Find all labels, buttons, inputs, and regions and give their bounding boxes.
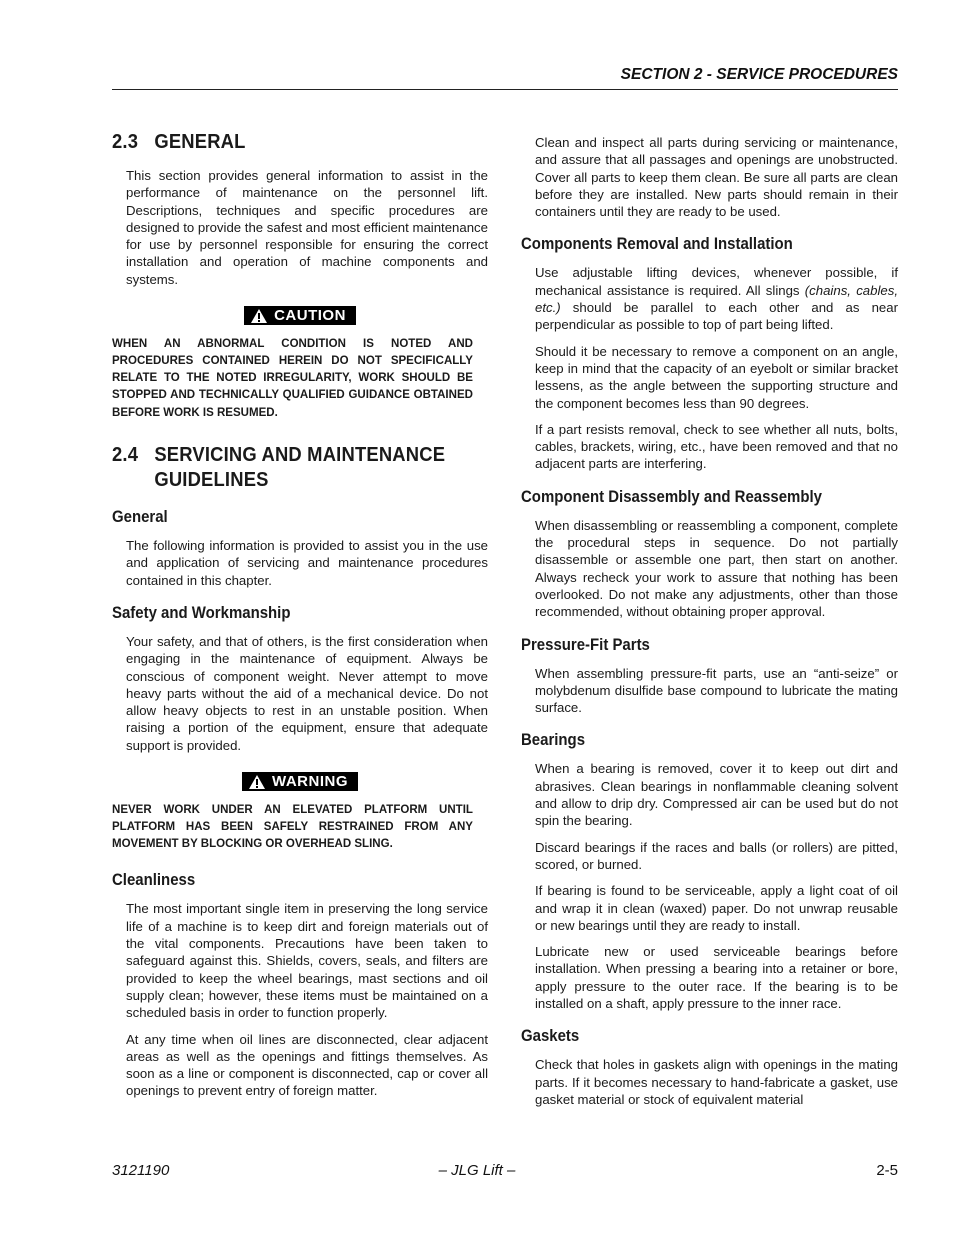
caution-label: CAUTION xyxy=(274,307,346,325)
general-intro-paragraph: This section provides general information to assist in the performance of maintenance on the personnel lift. Descriptions, techniques and specific procedures are designed to provide the safest and most efficient maintenance for use by personnel responsible for ensuring the correct installation and operation of machine components and systems. xyxy=(126,168,488,287)
bearings-paragraph-4: Lubricate new or used serviceable bearings before installation. When pressing a bearing into a retainer or bore, apply pressure to the outer race. If the bearing is to be installed on a shaft, apply pressure to the inner race. xyxy=(535,944,898,1011)
warning-banner xyxy=(112,772,488,795)
removal-p1-start: Use adjustable lifting devices, whenever possible, if mechanical assistance is required. All slings xyxy=(535,265,898,298)
caution-banner xyxy=(112,306,488,329)
section-title: GENERAL xyxy=(154,131,246,153)
disassembly-subheading: Component Disassembly and Reassembly xyxy=(521,486,822,506)
safety-paragraph: Your safety, and that of others, is the first consideration when engaging in the maintenance of equipment. Always be conscious of component weight. Never attempt to move heavy parts without the aid of a mechanical device. Do not allow heavy objects to rest in an unstable position. When raising a portion of the equipment, ensure that adequate support is provided. xyxy=(126,633,488,753)
bearings-paragraph-3: If bearing is found to be serviceable, apply a light coat of oil and wrap it in clean (waxed) paper. Do not unwrap reusable or new bearings until they are ready to install. xyxy=(535,883,898,933)
warning-triangle-icon xyxy=(250,308,268,324)
general-paragraph: The following information is provided to assist you in the use and application of servicing and maintenance procedures contained in this chapter. xyxy=(126,538,488,588)
section-header-title: SECTION 2 - SERVICE PROCEDURES xyxy=(620,66,898,83)
gaskets-paragraph: Check that holes in gaskets align with openings in the mating parts. If it becomes necessary to hand-fabricate a gasket, use gasket material or stock of equivalent material xyxy=(535,1057,898,1107)
left-column xyxy=(112,130,488,1109)
warning-label-box xyxy=(242,772,358,791)
bearings-paragraph-1: When a bearing is removed, cover it to keep out dirt and abrasives. Clean bearings in nonflammable cleaning solvent and allow to drip dry. Compressed air can be used but do not spin the bearing. xyxy=(535,761,898,829)
removal-p1-emphasis: (chains, cables, etc.) xyxy=(535,282,898,316)
section-2-4-heading xyxy=(112,443,458,493)
section-title-line-1: SERVICING AND MAINTENANCE xyxy=(154,444,446,467)
removal-p1-end: should be parallel to each other and as near perpendicular as possible to top of part being lifted. xyxy=(535,300,898,333)
pressure-fit-paragraph: When assembling pressure-fit parts, use an “anti-seize” or molybdenum disulfide base compound to lubricate the mating surface. xyxy=(535,665,898,716)
warning-triangle-icon xyxy=(248,774,266,790)
removal-paragraph-3: If a part resists removal, check to see whether all nuts, bolts, cables, brackets, wiring, etc., have been removed and that no adjacent parts are interfering. xyxy=(535,421,898,472)
warning-label: WARNING xyxy=(272,773,348,791)
warning-text: NEVER WORK UNDER AN ELEVATED PLATFORM UNTIL PLATFORM HAS BEEN SAFELY RESTRAINED FROM ANY MOVEMENT BY BLOCKING OR OVERHEAD SLING. xyxy=(112,801,473,851)
removal-paragraph-2: Should it be necessary to remove a component on an angle, keep in mind that the capacity of an eyebolt or similar bracket lessens, as the angle between the supporting structure and the component becomes less than 90 degrees. xyxy=(535,343,898,411)
cleanliness-paragraph-1: The most important single item in preserving the long service life of a machine is to keep dirt and foreign materials out of the vital components. Precautions have been taken to safeguard against this. Shields, covers, seals, and filters are provided to keep the wheel bearings, mast sections and oil supply clean; however, these items must be maintained on a scheduled basis in order to function properly. xyxy=(126,901,488,1021)
bearings-paragraph-2: Discard bearings if the races and balls (or rollers) are pitted, scored, or burned. xyxy=(535,839,898,872)
right-column xyxy=(521,134,898,1117)
bearings-subheading: Bearings xyxy=(521,730,586,750)
footer-page-number: 2-5 xyxy=(876,1162,898,1179)
safety-subheading: Safety and Workmanship xyxy=(112,602,291,622)
section-number: 2.3 xyxy=(112,131,139,153)
header-divider xyxy=(112,89,898,90)
gaskets-subheading: Gaskets xyxy=(521,1026,580,1046)
section-title-line-2: GUIDELINES xyxy=(154,469,269,492)
section-number: 2.4 xyxy=(112,444,139,467)
section-title xyxy=(154,443,445,493)
footer-brand: – JLG Lift – xyxy=(438,1162,516,1179)
cleanliness-subheading: Cleanliness xyxy=(112,870,196,890)
general-subheading: General xyxy=(112,507,168,527)
footer-doc-number: 3121190 xyxy=(112,1162,170,1179)
caution-text: WHEN AN ABNORMAL CONDITION IS NOTED AND PROCEDURES CONTAINED HEREIN DO NOT SPECIFICALLY RELATE TO THE NOTED IRREGULARITY, WORK SHOULD BE STOPPED AND TECHNICALLY QUALIFIED GUIDANCE OBTAINED BEFORE WORK IS RESUMED. xyxy=(112,335,473,419)
cleanliness-paragraph-3: Clean and inspect all parts during servicing or maintenance, and assure that all passages and openings are unobstructed. Cover all parts to keep them clean. Be sure all parts are clean before they are installed. New parts should remain in their containers until they are ready to be used. xyxy=(535,135,898,220)
disassembly-paragraph: When disassembling or reassembling a component, complete the procedural steps in sequence. Do not partially disassemble or assemble one part, then start on another. Always recheck your work to assure that nothing has been overlooked. Do not make any adjustments, other than those recommended, without obtaining proper approval. xyxy=(535,517,898,620)
removal-paragraph-1 xyxy=(535,264,898,333)
section-2-3-heading xyxy=(112,130,458,155)
pressure-fit-subheading: Pressure-Fit Parts xyxy=(521,634,650,654)
cleanliness-paragraph-2: At any time when oil lines are disconnected, clear adjacent areas as well as the openings and fittings themselves. As soon as a line or component is disconnected, cap or cover all openings to prevent entry of foreign matter. xyxy=(126,1031,488,1099)
removal-subheading: Components Removal and Installation xyxy=(521,234,793,254)
caution-label-box xyxy=(244,306,356,325)
